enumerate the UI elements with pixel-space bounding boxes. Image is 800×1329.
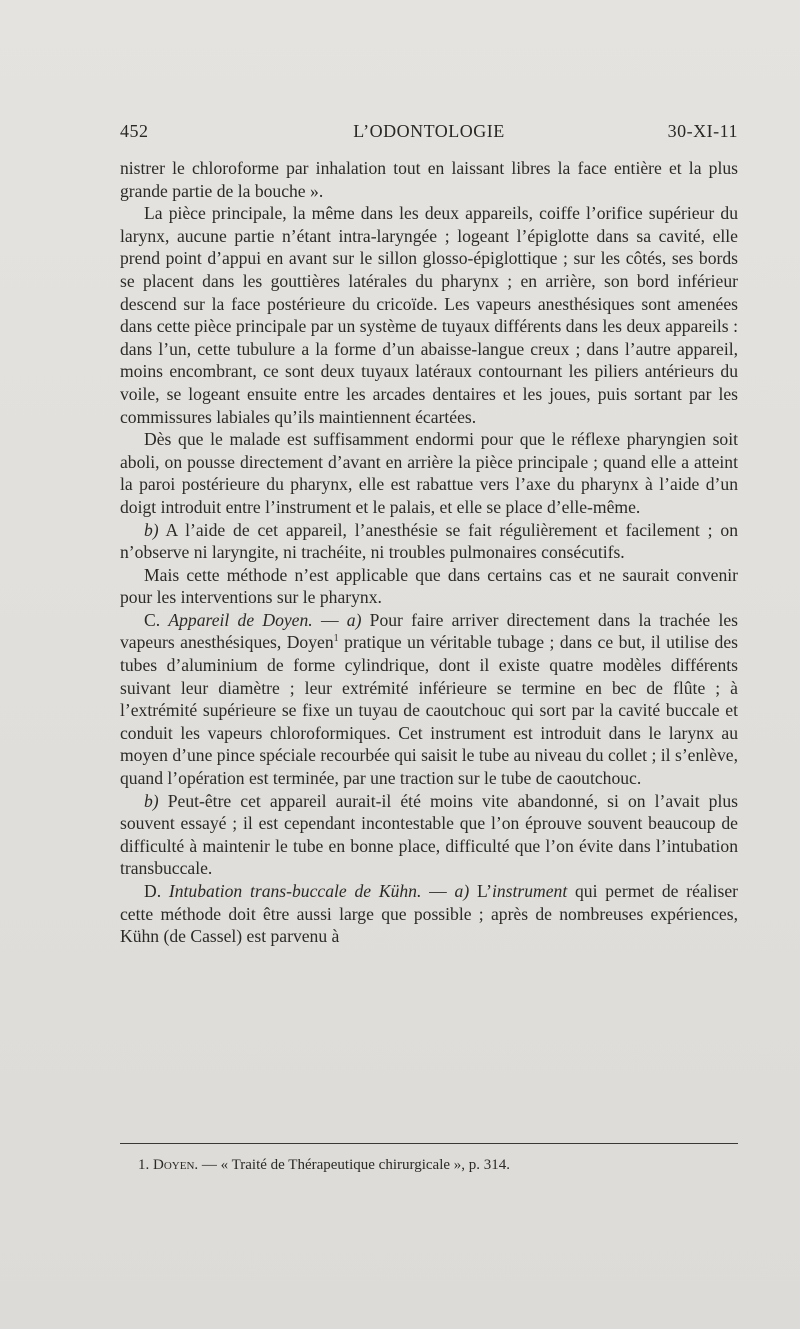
body-text — [120, 157, 738, 948]
list-marker: a) — [454, 881, 470, 901]
issue-date: 30-XI-11 — [667, 121, 738, 141]
footnote-divider — [120, 1143, 738, 1144]
running-title: L’ODONTOLOGIE — [353, 121, 505, 141]
list-marker: a) — [346, 609, 362, 630]
footnote-reference[interactable]: 1 — [333, 633, 339, 645]
footnote-author: Doyen. — [153, 1157, 199, 1173]
running-header — [120, 121, 738, 145]
paragraph: Dès que le malade est suffisamment endormi pour que le réflexe pharyngien soit aboli, on pousse directement d’avant en arrière la pièce principale ; quand elle a atteint la paroi postérieure du pharynx, elle est rabattue vers l’axe du pharynx à l’aide d’un doigt introduit entre l’instrument et le palais, et elle se place d’elle-même. — [120, 429, 738, 517]
paragraph: La pièce principale, la même dans les deux appareils, coiffe l’orifice supérieur du larynx, aucune partie n’étant intra-laryngée ; logeant l’épiglotte dans sa cavité, elle prend point d’appui en avant sur le sillon glosso-épiglottique ; sur les côtés, ses bords se placent dans les gouttières latérales du pharynx ; en arrière, son bord inférieur descend sur la face postérieure du cricoïde. Les vapeurs anesthésiques sont amenées dans cette pièce principale par un système de tuyaux différents dans les deux appareils : dans l’un, cette tubulure a la forme d’un abaisse-langue creux ; dans l’autre appareil, moins encombrant, ce sont deux tuyaux latéraux contournant les piliers antérieurs du voile, se logeant ensuite entre les arcades dentaires et les joues, puis sortant par les commissures labiales qu’ils maintiennent écartées. — [120, 203, 738, 427]
page-number: 452 — [120, 121, 149, 141]
footnote — [138, 1157, 738, 1174]
list-marker: b) — [144, 790, 159, 811]
footnote-number: 1. — [138, 1157, 150, 1173]
paragraph: D. Intubation trans-buccale de Kühn. — a) L’instrument qui permet de réaliser cette méthode doit être aussi large que possible ; après de nombreuses expériences, Kühn (de Cassel) est parvenu à — [120, 881, 739, 947]
paragraph: b) Peut-être cet appareil aurait-il été moins vite abandonné, si on l’avait plus souvent essayé ; il est cependant incontestable que l’on éprouve souvent beaucoup de difficulté à maintenir le tube en bonne place, difficulté que l’on évite dans l’intubation transbuccale. — [120, 790, 738, 879]
paragraph: C. Appareil de Doyen. — a) Pour faire arriver directement dans la trachée les vapeurs anesthésiques, Doyen$^1$ pratique un véritable tubage ; dans ce but, il utilise des tubes d’aluminium de forme cylindrique, dont il existe quatre modèles différents suivant leur diamètre ; leur extrémité inférieure se termine en bec de flûte ; à l’extrémité supérieure se fixe un tuyau de caoutchouc qui sort par la cavité buccale et conduit les vapeurs chloroformiques. Cet instrument est introduit dans le larynx au moyen d’une pince spéciale recourbée qui saisit le tube au niveau du collet ; il s’enlève, quand l’opération est terminée, par une traction sur le tube de caoutchouc. — [120, 609, 738, 789]
section-heading: Appareil de Doyen. — [168, 609, 313, 630]
footnote-text: — « Traité de Thérapeutique chirurgicale », p. 314. — [198, 1157, 511, 1173]
section-heading: Intubation trans-buccale de Kühn. — [168, 881, 422, 901]
paragraph: Mais cette méthode n’est applicable que dans certains cas et ne saurait convenir pour les interventions sur le pharynx. — [120, 564, 738, 608]
paragraph: b) A l’aide de cet appareil, l’anesthésie se fait régulièrement et facilement ; on n’observe ni laryngite, ni trachéite, ni troubles pulmonaires consécutifs. — [120, 519, 738, 563]
paragraph: nistrer le chloroforme par inhalation tout en laissant libres la face entière et la plus grande partie de la bouche ». — [120, 158, 738, 201]
list-marker: b) — [144, 519, 159, 540]
